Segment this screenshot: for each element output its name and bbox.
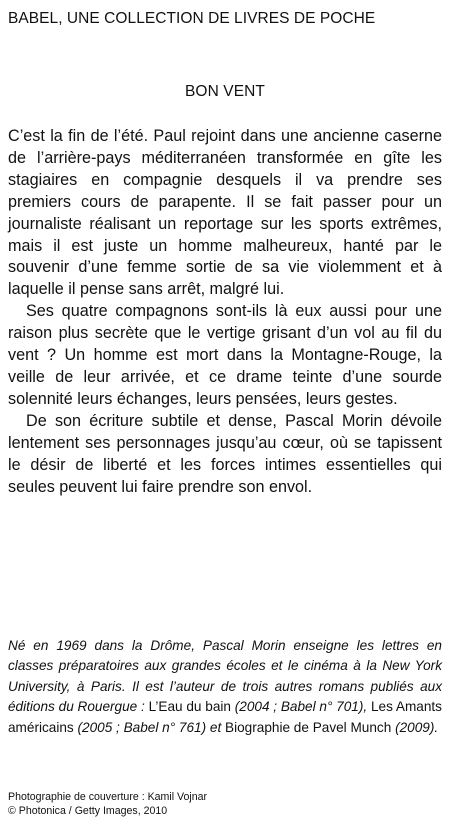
book-summary [8, 126, 442, 498]
work-title-eau-du-bain: L’Eau du bain [148, 699, 231, 715]
cover-credits [8, 790, 442, 818]
book-title: BON VENT [184, 83, 266, 100]
author-bio-text-3: (2005 ; Babel n° 761) et [73, 719, 226, 735]
agency-credit: © Photonica / Getty Images, 2010 [8, 805, 168, 817]
author-bio [8, 636, 442, 738]
author-bio-paragraph [8, 636, 442, 738]
photo-credit: Photographie de couverture : Kamil Vojnar [8, 791, 208, 803]
work-title-biographie-pavel-munch: Biographie de Pavel Munch [225, 719, 392, 735]
work-title-amants-americains: Les Amants américains [8, 699, 442, 735]
summary-paragraph-1: C’est la fin de l’été. Paul rejoint dans une ancienne caserne de l’arrière-pays méditerranéen transformée en gîte les stagiaires en compagnie desquels il va prendre ses premiers cours de parapente. Il se fait passer pour un journaliste réalisant un reportage sur les sports extrêmes, mais il est juste un homme malheureux, hanté par le souvenir d’une femme sortie de sa vie violemment et à laquelle il pense sans arrêt, malgré lui. [8, 127, 442, 299]
summary-paragraph-2: Ses quatre compagnons sont-ils là eux aussi pour une raison plus secrète que le vertige grisant d’un vol au fil du vent ? Un homme est mort dans la Montagne-Rouge, la veille de leur arrivée, et ce drame teinte d’une sourde solennité leurs échanges, leurs pensées, leurs gestes. [8, 302, 442, 408]
author-bio-text-2: (2004 ; Babel n° 701), [230, 699, 371, 715]
summary-paragraph-3: De son écriture subtile et dense, Pascal Morin dévoile lentement ses personnages jusqu’au cœur, où se tapissent le désir de liberté et les forces intimes essentielles qui seules peuvent lui faire prendre son envol. [8, 411, 442, 496]
collection-name: BABEL, UNE COLLECTION DE LIVRES DE POCHE [8, 10, 376, 27]
author-bio-text-4: (2009). [391, 719, 439, 735]
author-bio-text-1: Né en 1969 dans la Drôme, Pascal Morin enseigne les lettres en classes préparatoires aux grandes écoles et le cinéma à la New York University, à Paris. Il est l’auteur de trois autres romans publiés aux éditions du Rouergue : [8, 638, 442, 715]
